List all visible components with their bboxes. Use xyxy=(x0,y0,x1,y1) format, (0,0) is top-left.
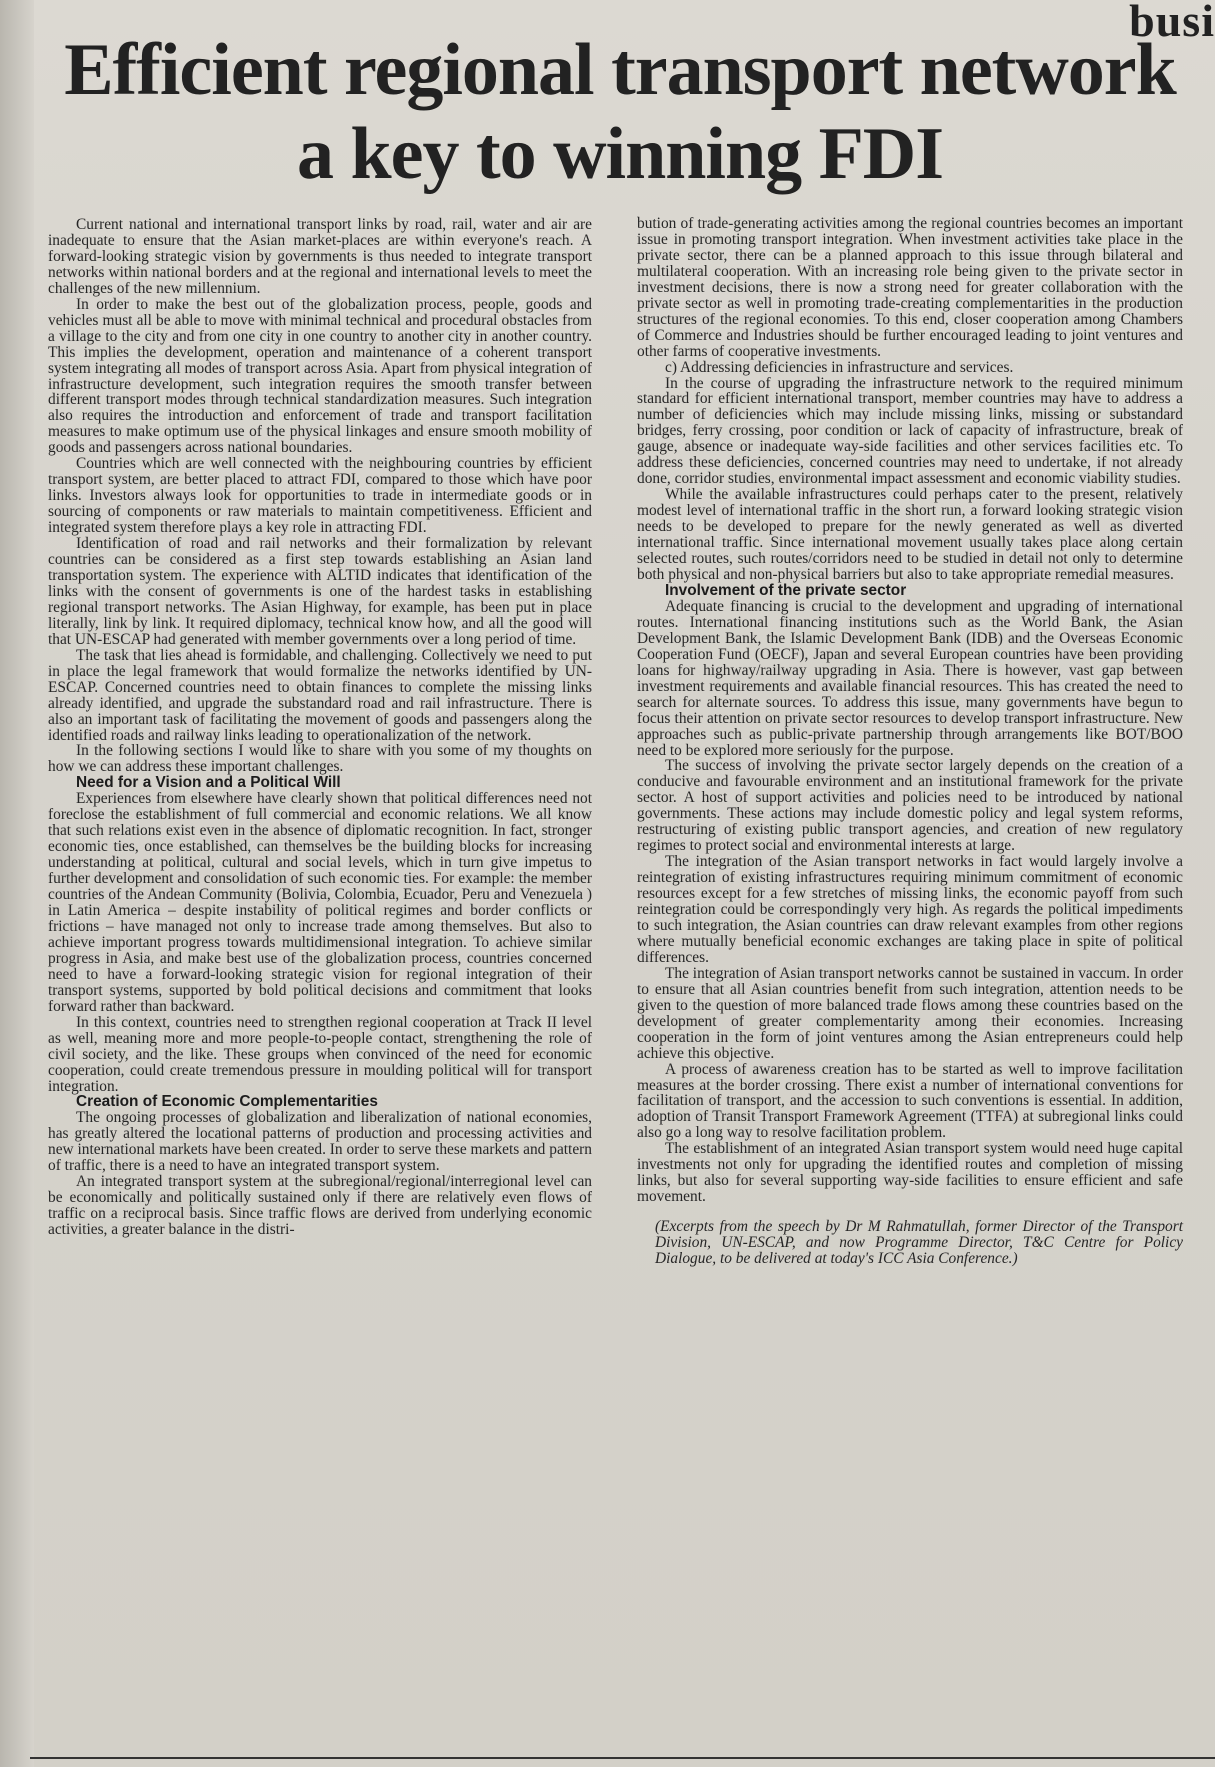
page-edge-shadow xyxy=(0,0,34,1767)
paragraph: While the available infrastructures could perhaps cater to the present, relatively modest level of international traffic in the short run, a forward looking strategic vision needs to be developed to prepare for the newly generated as well as diverted international traffic. Since international movement usually takes place along certain selected routes, such routes/corridors need to be studied in detail not only to determine both physical and non-physical barriers but also to take appropriate remedial measures. xyxy=(637,486,1183,583)
paragraph: Adequate financing is crucial to the development and upgrading of international routes. International financing institutions such as the World Bank, the Asian Development Bank, the Islamic Development Bank (IDB) and the Overseas Economic Cooperation Fund (OECF), Japan and several European countries have been providing loans for highway/railway upgrading in Asia. There is however, vast gap between investment requirements and available financial resources. This has created the need to search for alternate sources. To address this issue, many governments have begun to focus their attention on private sector resources to develop transport infrastructure. New approaches such as public-private partnership through arrangements like BOT/BOO need to be explored more seriously for the purpose. xyxy=(637,597,1183,759)
article-column-right xyxy=(637,216,1183,1267)
subheading-complementarities: Creation of Economic Complementarities xyxy=(76,1093,378,1111)
paragraph: An integrated transport system at the subregional/regional/interregional level can be economically and politically sustained only if there are relatively even flows of traffic on a reciprocal basis. Since traffic flows are derived from underlying economic activities, a greater balance in the distri- xyxy=(48,1173,592,1239)
paragraph: Countries which are well connected with the neighbouring countries by efficient transport system, are better placed to attract FDI, compared to those which have poor links. Investors always look for opportunities to trade in intermediate goods or in sourcing of components or raw materials to maintain competitiveness. Efficient and integrated system therefore plays a key role in attracting FDI. xyxy=(48,455,592,537)
paragraph: The success of involving the private sector largely depends on the creation of a conducive and favourable environment and an institutional framework for the private sector. A host of support activities and policies need to be introduced by national governments. These actions may include domestic policy and legal system reforms, restructuring of existing public transport agencies, and creation of new regulatory regimes to protect social and environmental interests at large. xyxy=(637,757,1183,855)
subheading-private-sector: Involvement of the private sector xyxy=(665,581,907,599)
headline-line-2: a key to winning FDI xyxy=(296,113,944,195)
paragraph: Experiences from elsewhere have clearly shown that political differences need not foreclose the establishment of full commercial and economic relations. We all know that such relations exist even in the absence of diplomatic recognition. In fact, stronger economic ties, once established, can themselves be the building blocks for increasing understanding at political, cultural and social levels, which in turn give impetus to further development and consolidation of such economic ties. For example: the member countries of the Andean Community (Bolivia, Colombia, Ecuador, Peru and Venezuela ) in Latin America – despite instability of political regimes and border conflicts or frictions – have managed not only to increase trade among themselves. But also to achieve important progress towards multidimensional integration. To achieve similar progress in Asia, and make best use of the globalization process, countries concerned need to have a forward-looking strategic vision for regional integration of their transport systems, supported by bold political decisions and commitment that looks forward rather than backward. xyxy=(48,790,592,1015)
paragraph: The ongoing processes of globalization and liberalization of national economies, has greatly altered the locational patterns of production and processing activities and new international markets have been created. In order to serve these markets and pattern of traffic, there is a need to have an integrated transport system. xyxy=(48,1109,592,1175)
subheading-vision: Need for a Vision and a Political Will xyxy=(76,774,341,792)
paragraph: Current national and international transport links by road, rail, water and air are inadequate to ensure that the Asian market-places are within everyone's reach. A forward-looking strategic vision by governments is thus needed to integrate transport networks within national borders and at the regional and international levels to meet the challenges of the new millennium. xyxy=(48,216,592,297)
paragraph: In this context, countries need to strengthen regional cooperation at Track II level as well, meaning more and more people-to-people contact, strengthening the role of civil society, and the like. These groups when convinced of the need for economic cooperation, could create tremendous pressure in moulding political will for transport integration. xyxy=(48,1013,592,1095)
paragraph: The integration of Asian transport networks cannot be sustained in vaccum. In order to ensure that all Asian countries benefit from such integration, attention needs to be given to the question of more balanced trade flows among these countries based on the development of greater complementarity among their economies. Increasing cooperation in the form of joint ventures among the Asian entrepreneurs could help achieve this objective. xyxy=(637,964,1183,1062)
paragraph: The establishment of an integrated Asian transport system would need huge capital investments not only for upgrading the identified routes and completion of missing links, but also for several supporting way-side facilities to ensure efficient and safe movement. xyxy=(637,1140,1183,1206)
paragraph: In the following sections I would like to share with you some of my thoughts on how we can address these important challenges. xyxy=(48,742,592,776)
paragraph: Identification of road and rail networks and their formalization by relevant countries can be considered as a first step towards establishing an Asian land transportation system. The experience with ALTID indicates that identification of the links with the consent of governments is one of the hardest tasks in establishing regional transport networks. The Asian Highway, for example, has been put in place literally, link by link. It required diplomacy, technical know how, and all the good will that UN-ESCAP had generated with member governments over a long period of time. xyxy=(48,535,592,648)
paragraph: In the course of upgrading the infrastructure network to the required minimum standard for efficient international transport, member countries may have to address a number of deficiencies which may include missing links, missing or substandard bridges, ferry crossing, poor condition or lack of capacity of infrastructure, break of gauge, absence or inadequate way-side facilities and other services facilities etc. To address these deficiencies, concerned countries may need to undertake, if not already done, corridor studies, environmental impact assessment and economic viability studies. xyxy=(637,374,1183,488)
article-headline xyxy=(30,28,1210,196)
paragraph: A process of awareness creation has to be started as well to improve facilitation measures at the border crossing. There exist a number of international conventions for facilitation of transport, and the accession to such conventions is essential. In addition, adoption of Transit Transport Framework Agreement (TTFA) at subregional links could also go a long way to resolve facilitation problem. xyxy=(637,1060,1183,1142)
bottom-rule xyxy=(30,1757,1215,1759)
paragraph: The integration of the Asian transport networks in fact would largely involve a reintegration of existing infrastructures requiring minimum commitment of economic resources except for a few stretches of missing links, the economic payoff from such reintegration could be correspondingly very high. As regards the political impediments to such integration, the Asian countries can draw relevant examples from other regions where mutually beneficial economic exchanges are taking place in spite of political differences. xyxy=(637,853,1183,966)
author-credit: (Excerpts from the speech by Dr M Rahmatullah, former Director of the Transport Division, UN-ESCAP, and now Programme Director, T&C Centre for Policy Dialogue, to be delivered at today's ICC Asia Conference.) xyxy=(655,1218,1183,1268)
article-column-left xyxy=(48,217,592,1238)
headline-line-1: Efficient regional transport network xyxy=(64,29,1176,111)
paragraph: c) Addressing deficiencies in infrastructure and services. xyxy=(665,358,1014,376)
paragraph-continued: bution of trade-generating activities among the regional countries becomes an important issue in promoting transport integration. When investment activities take place in the private sector, there can be a planned approach to this issue through bilateral and multilateral cooperation. With an increasing role being given to the private sector in investment decisions, there is now a strong need for greater collaboration with the private sector as well in promoting trade-creating complementarities in the production structures of the regional economies. To this end, closer cooperation among Chambers of Commerce and Industries should be further encouraged leading to joint ventures and other farms of cooperative investments. xyxy=(637,215,1183,360)
paragraph: In order to make the best out of the globalization process, people, goods and vehicles must all be able to move with minimal technical and procedural obstacles from a village to the city and from one city in one country to another city in another country. This implies the development, operation and maintenance of a coherent transport system integrating all modes of transport across Asia. Apart from physical integration of infrastructure development, such integration requires the smooth transfer between different transport modes through technical standardization measures. Such integration also requires the introduction and enforcement of trade and transport facilitation measures to make optimum use of the physical linkages and ensure smooth mobility of goods and passengers across national boundaries. xyxy=(48,295,592,457)
section-masthead-fragment: busi xyxy=(1129,0,1215,46)
paragraph: The task that lies ahead is formidable, and challenging. Collectively we need to put in place the legal framework that would formalize the networks identified by UN-ESCAP. Concerned countries need to obtain finances to complete the missing links already identified, and upgrade the substandard road and rail infrastructure. There is also an important task of facilitating the movement of goods and passengers along the identified roads and railway links leading to operationalization of the network. xyxy=(48,646,592,744)
